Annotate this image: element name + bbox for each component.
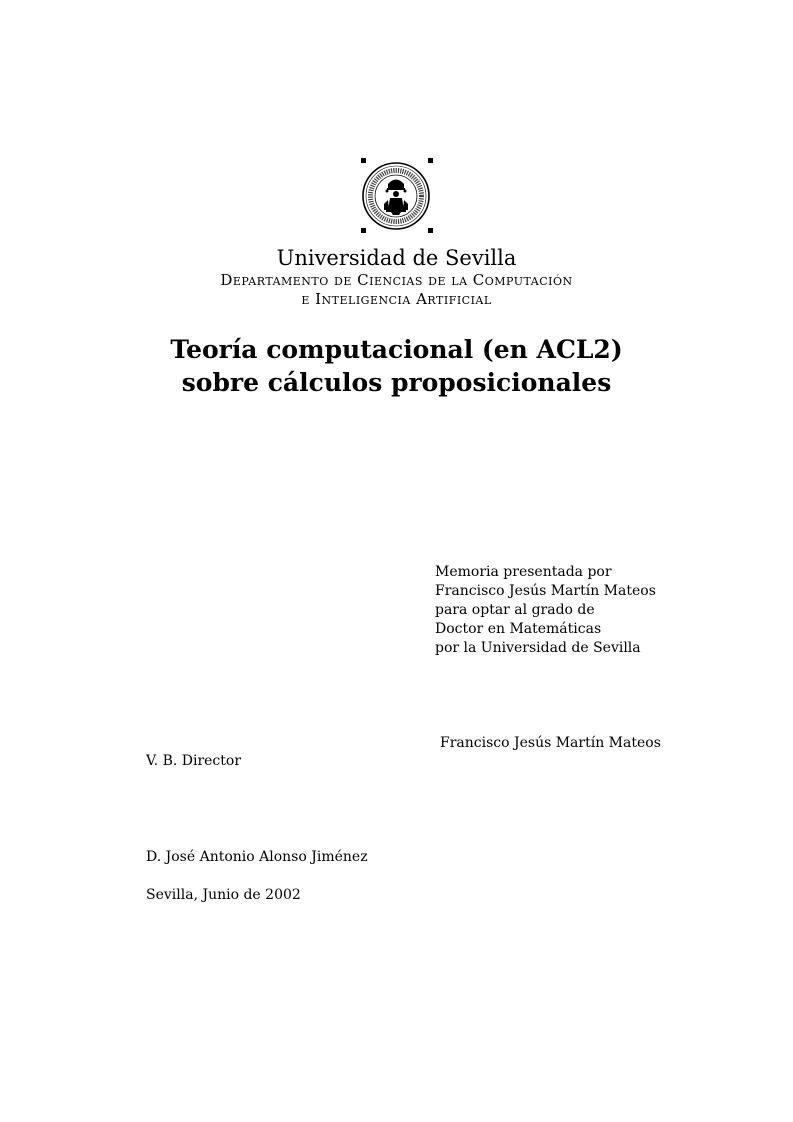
- department-name-line1: Departamento de Ciencias de la Computación: [220, 271, 573, 289]
- thesis-title-line2: sobre cálculos proposicionales: [181, 368, 612, 397]
- director-signature-name: D. José Antonio Alonso Jiménez: [146, 849, 368, 865]
- memoria-line: Doctor en Matemáticas: [435, 621, 602, 637]
- university-name: Universidad de Sevilla: [276, 246, 517, 270]
- university-logo: [355, 154, 437, 236]
- memoria-line: Francisco Jesús Martín Mateos: [435, 583, 656, 599]
- author-signature-name: Francisco Jesús Martín Mateos: [440, 735, 661, 751]
- memoria-statement: [435, 563, 656, 658]
- university-seal-icon: [360, 160, 432, 232]
- memoria-line: para optar al grado de: [435, 602, 595, 618]
- place-and-date: Sevilla, Junio de 2002: [146, 887, 301, 903]
- memoria-line: Memoria presentada por: [435, 564, 612, 580]
- department-name-line2: e Inteligencia Artificial: [301, 290, 492, 308]
- director-approval-label: V. B. Director: [146, 753, 242, 769]
- memoria-line: por la Universidad de Sevilla: [435, 640, 641, 656]
- thesis-title-line1: Teoría computacional (en ACL2): [170, 335, 623, 364]
